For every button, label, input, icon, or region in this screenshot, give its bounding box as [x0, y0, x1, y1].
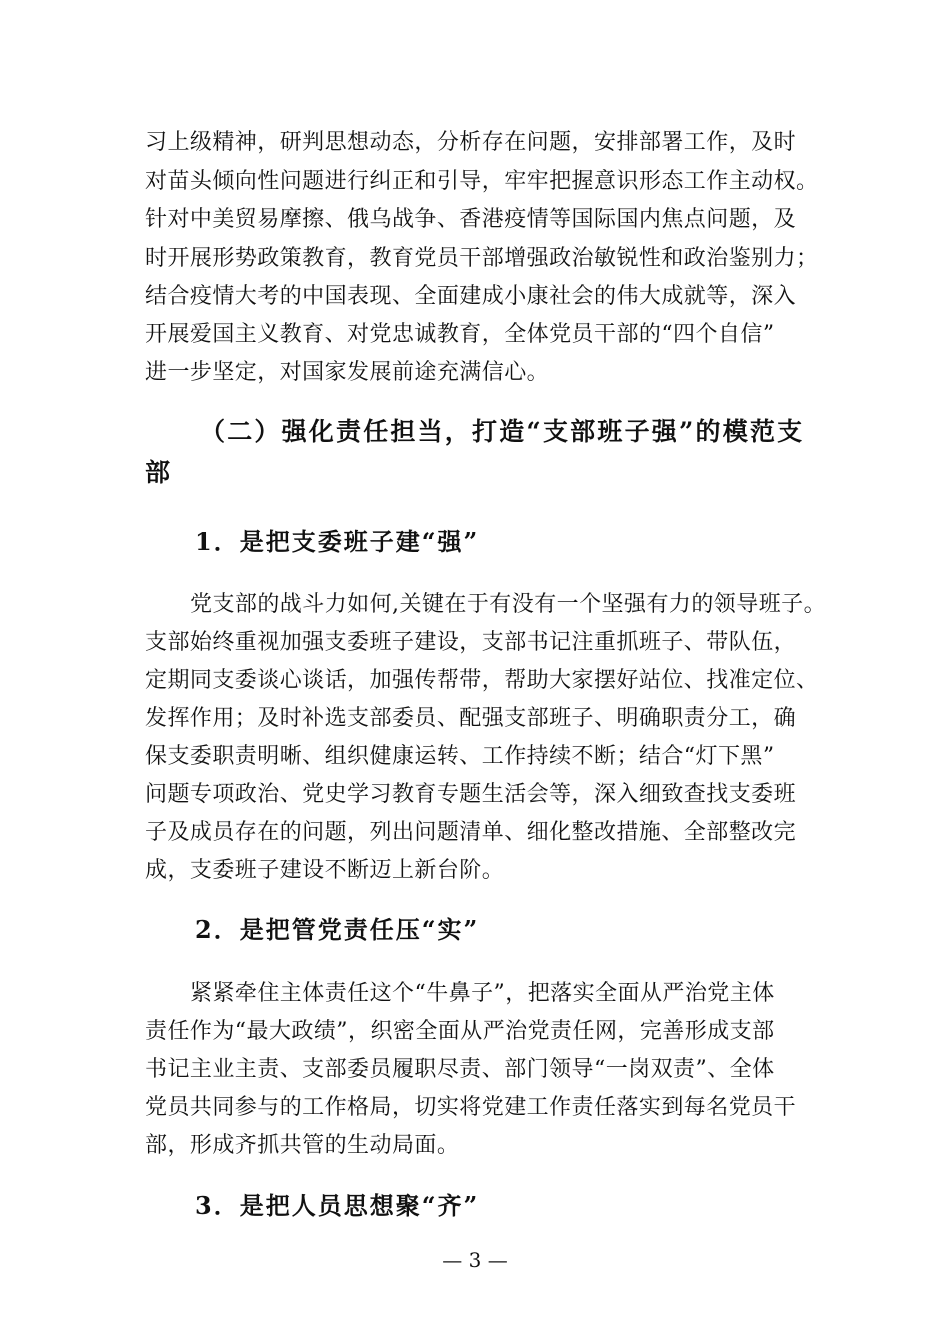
item-1-line: 子及成员存在的问题，列出问题清单、细化整改措施、全部整改完 — [145, 820, 797, 845]
paragraph-1-line: 开展爱国主义教育、对党忠诚教育，全体党员干部的“四个自信” — [145, 322, 775, 347]
item-2-line: 责任作为“最大政绩”，织密全面从严治党责任网，完善形成支部 — [145, 1019, 775, 1044]
item-2-heading: 2．是把管党责任压“实” — [195, 915, 480, 944]
section-heading-continued: 部 — [145, 458, 173, 487]
item-3-heading: 3．是把人员思想聚“齐” — [195, 1191, 480, 1220]
page-number: — 3 — — [442, 1248, 508, 1272]
paragraph-1-line: 习上级精神，研判思想动态，分析存在问题，安排部署工作，及时 — [145, 130, 797, 155]
item-2-line: 紧紧牵住主体责任这个“牛鼻子”，把落实全面从严治党主体 — [190, 981, 775, 1006]
paragraph-1-line: 进一步坚定，对国家发展前途充满信心。 — [145, 360, 550, 385]
paragraph-1-line: 结合疫情大考的中国表现、全面建成小康社会的伟大成就等，深入 — [145, 284, 797, 309]
item-1-line: 党支部的战斗力如何,关键在于有没有一个坚强有力的领导班子。 — [190, 592, 827, 617]
item-1-line: 定期同支委谈心谈话，加强传帮带，帮助大家摆好站位、找准定位、 — [145, 668, 819, 693]
item-1-line: 保支委职责明晰、组织健康运转、工作持续不断；结合“灯下黑” — [145, 744, 775, 769]
paragraph-1-line: 针对中美贸易摩擦、俄乌战争、香港疫情等国际国内焦点问题，及 — [145, 207, 797, 232]
item-2-line: 党员共同参与的工作格局，切实将党建工作责任落实到每名党员干 — [145, 1095, 797, 1120]
item-1-line: 问题专项政治、党史学习教育专题生活会等，深入细致查找支委班 — [145, 782, 797, 807]
item-1-line: 发挥作用；及时补选支部委员、配强支部班子、明确职责分工，确 — [145, 706, 797, 731]
paragraph-1-line: 时开展形势政策教育，教育党员干部增强政治敏锐性和政治鉴别力； — [145, 246, 819, 271]
item-2-line: 书记主业主责、支部委员履职尽责、部门领导“一岗双责”、全体 — [145, 1057, 775, 1082]
item-1-line: 成，支委班子建设不断迈上新台阶。 — [145, 858, 505, 883]
item-1-line: 支部始终重视加强支委班子建设，支部书记注重抓班子、带队伍， — [145, 630, 797, 655]
item-2-line: 部，形成齐抓共管的生动局面。 — [145, 1133, 460, 1158]
section-heading: （二）强化责任担当，打造“支部班子强”的模范支 — [200, 417, 805, 446]
paragraph-1-line: 对苗头倾向性问题进行纠正和引导，牢牢把握意识形态工作主动权。 — [145, 169, 819, 194]
item-1-heading: 1．是把支委班子建“强” — [195, 527, 480, 556]
